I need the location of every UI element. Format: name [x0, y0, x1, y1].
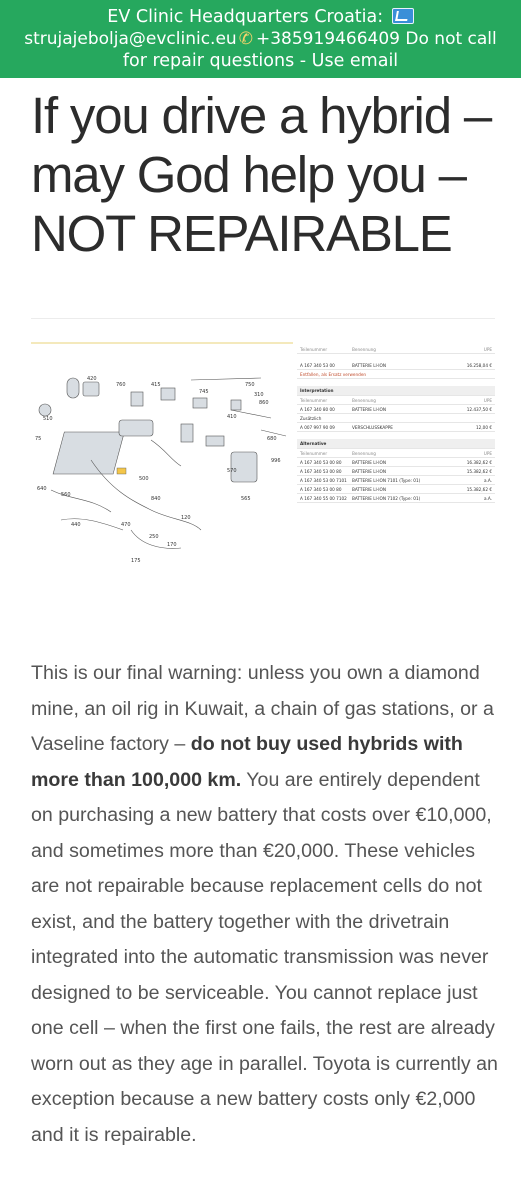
table-section-interpretation: Interpretation — [297, 386, 495, 396]
svg-text:410: 410 — [227, 414, 237, 420]
svg-text:745: 745 — [199, 389, 209, 395]
banner-line-1: EV Clinic Headquarters Croatia: — [0, 6, 521, 28]
table-section-alternative: Alternative — [297, 439, 495, 449]
svg-text:860: 860 — [259, 400, 269, 406]
svg-text:415: 415 — [151, 382, 161, 388]
banner-line-3: for repair questions - Use email — [122, 51, 399, 71]
banner-line-2: strujajebolja@evclinic.eu ✆ +385919466409 Do not call — [24, 29, 497, 49]
svg-text:75: 75 — [35, 436, 42, 442]
table-row: A 007 997 90 09 VERSCHLUSSKAPPE 12,00 € — [297, 423, 495, 432]
bold-warning: do not buy used hybrids with more than 100,000 km. — [31, 733, 463, 791]
svg-text:680: 680 — [267, 436, 277, 442]
table-subheader: Teilenummer Benennung UPE — [297, 396, 495, 405]
svg-text:170: 170 — [167, 542, 177, 548]
svg-text:250: 250 — [149, 534, 159, 540]
svg-text:120: 120 — [181, 515, 191, 521]
svg-text:840: 840 — [151, 496, 161, 502]
table-subheader: Teilenummer Benennung UPE — [297, 449, 495, 458]
phone-link[interactable]: +385919466409 — [255, 29, 400, 49]
svg-text:760: 760 — [116, 382, 126, 388]
table-row: A 167 340 53 00 80 BATTERIE LI-ION 15.382,62 € — [297, 485, 495, 494]
svg-text:996: 996 — [271, 458, 281, 464]
email-link[interactable]: strujajebolja@evclinic.eu — [24, 29, 237, 49]
table-header: Teilenummer Benennung UPE — [297, 345, 495, 354]
parts-price-table — [297, 345, 495, 583]
svg-text:470: 470 — [121, 522, 131, 528]
svg-text:420: 420 — [87, 376, 97, 382]
svg-text:510: 510 — [43, 416, 53, 422]
warning-paragraph: This is our final warning: unless you own a diamond mine, an oil rig in Kuwait, a chain of gas stations, or a Vaseline factory – do not buy used hybrids with more than 100,000 km. You are entirely dependent on purchasing a new battery that costs over €10,000, and sometimes more than €20,000. These vehicles are not repairable because replacement cells do not exist, and the battery together with the drivetrain integrated into the automatic transmission was never designed to be serviceable. You cannot replace just one cell – when the first one fails, the rest are already worn out as they age in parallel. Toyota is currently an exception because a new battery costs only €2,000 and it is repairable. — [31, 662, 498, 1146]
svg-text:175: 175 — [131, 558, 141, 564]
table-row: A 167 340 53 00 7101 BATTERIE LI-ION 7101 (Type: 01) a.A. — [297, 476, 495, 485]
table-row: A 167 340 53 00 80 BATTERIE LI-ION 15.382,62 € — [297, 467, 495, 476]
table-row: A 167 340 80 00 BATTERIE LI-ION 12.437,50 € — [297, 405, 495, 414]
table-row: A 167 340 53 00 BATTERIE LI-ION 16.258,04 € — [297, 361, 495, 370]
exploded-parts-diagram — [31, 340, 293, 585]
page-title: If you drive a hybrid – may God help you – NOT REPAIRABLE — [31, 87, 491, 262]
svg-text:750: 750 — [245, 382, 255, 388]
table-row: A 167 340 53 00 80 BATTERIE LI-ION 16.382,62 € — [297, 458, 495, 467]
svg-text:500: 500 — [139, 476, 149, 482]
svg-text:570: 570 — [227, 468, 237, 474]
email-icon — [392, 8, 414, 24]
divider — [31, 318, 495, 319]
svg-text:640: 640 — [37, 486, 47, 492]
svg-text:310: 310 — [254, 392, 264, 398]
contact-banner — [0, 0, 521, 78]
table-row: Zusätzlich — [297, 414, 495, 423]
table-note: Entfallen, als Ersatz verwenden — [297, 370, 495, 379]
svg-text:560: 560 — [61, 492, 71, 498]
svg-text:440: 440 — [71, 522, 81, 528]
svg-text:565: 565 — [241, 496, 251, 502]
battery-parts-figure — [31, 335, 495, 585]
phone-icon: ✆ — [238, 29, 253, 49]
table-row: A 167 340 55 00 7102 BATTERIE LI-ION 7102 (Type: 01) a.A. — [297, 494, 495, 503]
